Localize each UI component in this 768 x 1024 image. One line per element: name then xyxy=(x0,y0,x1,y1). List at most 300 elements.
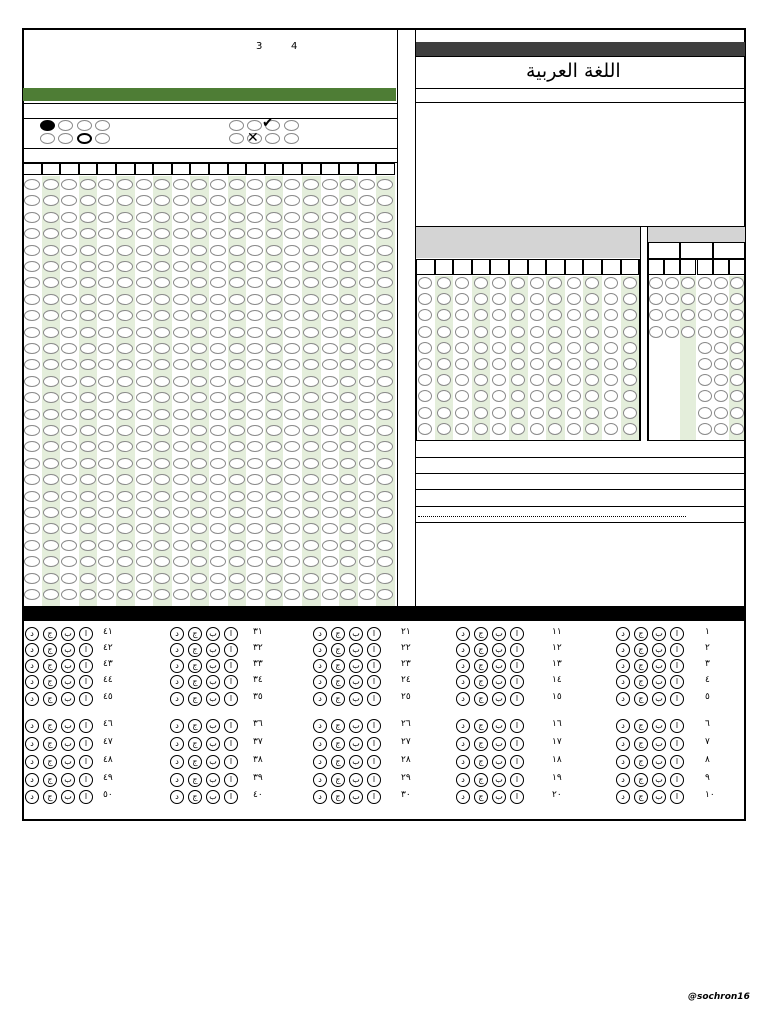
answer-bubble[interactable]: ا xyxy=(510,643,524,657)
answer-bubble[interactable]: ب xyxy=(349,675,363,689)
id-bubble[interactable] xyxy=(229,343,245,354)
id-bubble[interactable] xyxy=(340,294,356,305)
id-bubble[interactable] xyxy=(322,458,338,469)
answer-bubble[interactable]: ا xyxy=(670,790,684,804)
answer-bubble[interactable]: ا xyxy=(79,643,93,657)
answer-bubble[interactable]: ب xyxy=(652,627,666,641)
answer-bubble[interactable]: ب xyxy=(652,790,666,804)
id-bubble[interactable] xyxy=(210,458,226,469)
id-bubble[interactable] xyxy=(173,507,189,518)
answer-bubble[interactable]: د xyxy=(456,790,470,804)
id-bubble[interactable] xyxy=(359,245,375,256)
code-bubble[interactable] xyxy=(623,309,637,321)
answer-bubble[interactable]: د xyxy=(25,692,39,706)
answer-bubble[interactable]: ا xyxy=(367,773,381,787)
code-bubble[interactable] xyxy=(623,277,637,289)
code-bubble[interactable] xyxy=(511,342,525,354)
id-bubble[interactable] xyxy=(117,425,133,436)
answer-bubble[interactable]: ج xyxy=(188,627,202,641)
id-bubble[interactable] xyxy=(247,376,263,387)
id-bubble[interactable] xyxy=(359,179,375,190)
id-bubble[interactable] xyxy=(154,376,170,387)
code-bubble[interactable] xyxy=(437,423,451,435)
id-bubble[interactable] xyxy=(303,343,319,354)
id-bubble[interactable] xyxy=(117,540,133,551)
answer-bubble[interactable]: ا xyxy=(510,659,524,673)
code-bubble[interactable] xyxy=(437,374,451,386)
answer-bubble[interactable]: ا xyxy=(670,737,684,751)
answer-bubble[interactable]: ج xyxy=(331,692,345,706)
id-bubble[interactable] xyxy=(229,327,245,338)
answer-bubble[interactable]: د xyxy=(170,659,184,673)
id-bubble[interactable] xyxy=(80,556,96,567)
id-bubble[interactable] xyxy=(80,425,96,436)
id-bubble[interactable] xyxy=(117,507,133,518)
answer-bubble[interactable]: ا xyxy=(670,659,684,673)
answer-bubble[interactable]: ب xyxy=(206,719,220,733)
code-bubble[interactable] xyxy=(474,374,488,386)
code-bubble[interactable] xyxy=(714,407,728,419)
answer-bubble[interactable]: ب xyxy=(349,719,363,733)
answer-bubble[interactable]: ب xyxy=(652,773,666,787)
id-bubble[interactable] xyxy=(284,245,300,256)
id-bubble[interactable] xyxy=(229,491,245,502)
answer-bubble[interactable]: د xyxy=(25,737,39,751)
id-bubble[interactable] xyxy=(80,245,96,256)
id-bubble[interactable] xyxy=(284,212,300,223)
answer-bubble[interactable]: ب xyxy=(206,737,220,751)
answer-bubble[interactable]: ج xyxy=(43,643,57,657)
id-digit-box[interactable] xyxy=(302,163,321,175)
answer-bubble[interactable]: ج xyxy=(474,675,488,689)
id-bubble[interactable] xyxy=(359,409,375,420)
id-bubble[interactable] xyxy=(359,589,375,600)
code-bubble[interactable] xyxy=(418,423,432,435)
id-bubble[interactable] xyxy=(61,245,77,256)
code-bubble[interactable] xyxy=(604,423,618,435)
id-bubble[interactable] xyxy=(229,294,245,305)
code-bubble[interactable] xyxy=(437,358,451,370)
id-bubble[interactable] xyxy=(80,327,96,338)
id-bubble[interactable] xyxy=(266,392,282,403)
id-bubble[interactable] xyxy=(154,245,170,256)
id-bubble[interactable] xyxy=(359,474,375,485)
answer-bubble[interactable]: د xyxy=(170,627,184,641)
id-bubble[interactable] xyxy=(173,245,189,256)
id-bubble[interactable] xyxy=(303,540,319,551)
id-bubble[interactable] xyxy=(266,376,282,387)
code-bubble[interactable] xyxy=(455,342,469,354)
code-bubble[interactable] xyxy=(681,277,695,289)
id-bubble[interactable] xyxy=(266,540,282,551)
id-bubble[interactable] xyxy=(340,573,356,584)
answer-bubble[interactable]: ج xyxy=(331,773,345,787)
code-bubble[interactable] xyxy=(511,277,525,289)
id-bubble[interactable] xyxy=(43,507,59,518)
id-bubble[interactable] xyxy=(98,540,114,551)
answer-bubble[interactable]: ا xyxy=(670,755,684,769)
id-bubble[interactable] xyxy=(322,392,338,403)
answer-bubble[interactable]: ا xyxy=(367,643,381,657)
id-bubble[interactable] xyxy=(284,409,300,420)
answer-bubble[interactable]: ج xyxy=(43,627,57,641)
id-bubble[interactable] xyxy=(191,573,207,584)
answer-bubble[interactable]: ا xyxy=(670,643,684,657)
code-bubble[interactable] xyxy=(730,277,744,289)
id-bubble[interactable] xyxy=(24,376,40,387)
answer-bubble[interactable]: د xyxy=(170,675,184,689)
id-bubble[interactable] xyxy=(229,179,245,190)
id-bubble[interactable] xyxy=(43,245,59,256)
id-bubble[interactable] xyxy=(24,540,40,551)
code-bubble[interactable] xyxy=(437,390,451,402)
answer-bubble[interactable]: ا xyxy=(79,675,93,689)
code-bubble[interactable] xyxy=(585,407,599,419)
id-bubble[interactable] xyxy=(80,409,96,420)
code-bubble[interactable] xyxy=(548,326,562,338)
id-bubble[interactable] xyxy=(359,310,375,321)
answer-bubble[interactable]: د xyxy=(170,755,184,769)
code-bubble[interactable] xyxy=(714,277,728,289)
id-bubble[interactable] xyxy=(173,261,189,272)
code-bubble[interactable] xyxy=(474,342,488,354)
id-bubble[interactable] xyxy=(61,491,77,502)
id-bubble[interactable] xyxy=(24,245,40,256)
id-bubble[interactable] xyxy=(266,589,282,600)
id-bubble[interactable] xyxy=(210,491,226,502)
code-bubble[interactable] xyxy=(548,423,562,435)
id-bubble[interactable] xyxy=(24,212,40,223)
id-bubble[interactable] xyxy=(247,327,263,338)
answer-bubble[interactable]: ج xyxy=(43,773,57,787)
id-bubble[interactable] xyxy=(359,556,375,567)
id-bubble[interactable] xyxy=(284,294,300,305)
id-bubble[interactable] xyxy=(322,491,338,502)
id-bubble[interactable] xyxy=(377,376,393,387)
id-bubble[interactable] xyxy=(80,474,96,485)
id-bubble[interactable] xyxy=(322,228,338,239)
answer-bubble[interactable]: ب xyxy=(61,659,75,673)
id-bubble[interactable] xyxy=(43,425,59,436)
answer-bubble[interactable]: ج xyxy=(188,737,202,751)
id-bubble[interactable] xyxy=(43,376,59,387)
code-bubble[interactable] xyxy=(623,358,637,370)
answer-bubble[interactable]: ب xyxy=(492,737,506,751)
id-bubble[interactable] xyxy=(359,540,375,551)
id-bubble[interactable] xyxy=(266,310,282,321)
answer-bubble[interactable]: د xyxy=(616,773,630,787)
answer-bubble[interactable]: ج xyxy=(474,773,488,787)
id-bubble[interactable] xyxy=(43,310,59,321)
code-bubble[interactable] xyxy=(698,326,712,338)
id-bubble[interactable] xyxy=(98,376,114,387)
id-bubble[interactable] xyxy=(173,573,189,584)
answer-bubble[interactable]: د xyxy=(170,790,184,804)
id-digit-box[interactable] xyxy=(172,163,191,175)
answer-bubble[interactable]: ب xyxy=(61,643,75,657)
answer-bubble[interactable]: د xyxy=(25,719,39,733)
id-bubble[interactable] xyxy=(266,212,282,223)
answer-bubble[interactable]: ب xyxy=(206,659,220,673)
code-bubble[interactable] xyxy=(455,423,469,435)
answer-bubble[interactable]: ج xyxy=(634,643,648,657)
id-bubble[interactable] xyxy=(98,573,114,584)
code-bubble[interactable] xyxy=(437,342,451,354)
id-bubble[interactable] xyxy=(61,458,77,469)
answer-bubble[interactable]: ج xyxy=(474,627,488,641)
id-bubble[interactable] xyxy=(117,212,133,223)
id-bubble[interactable] xyxy=(173,491,189,502)
id-bubble[interactable] xyxy=(210,540,226,551)
id-bubble[interactable] xyxy=(24,409,40,420)
id-bubble[interactable] xyxy=(43,458,59,469)
id-bubble[interactable] xyxy=(303,491,319,502)
id-bubble[interactable] xyxy=(247,573,263,584)
id-bubble[interactable] xyxy=(191,294,207,305)
id-bubble[interactable] xyxy=(229,573,245,584)
id-bubble[interactable] xyxy=(154,573,170,584)
answer-bubble[interactable]: ا xyxy=(79,627,93,641)
answer-bubble[interactable]: ب xyxy=(492,790,506,804)
answer-bubble[interactable]: ج xyxy=(188,755,202,769)
id-bubble[interactable] xyxy=(80,589,96,600)
code-bubble[interactable] xyxy=(649,277,663,289)
id-digit-box[interactable] xyxy=(42,163,61,175)
code-bubble[interactable] xyxy=(437,293,451,305)
id-bubble[interactable] xyxy=(136,392,152,403)
code-bubble[interactable] xyxy=(623,342,637,354)
answer-bubble[interactable]: ج xyxy=(331,627,345,641)
answer-bubble[interactable]: ج xyxy=(331,755,345,769)
id-bubble[interactable] xyxy=(303,507,319,518)
answer-bubble[interactable]: ا xyxy=(79,737,93,751)
id-bubble[interactable] xyxy=(322,179,338,190)
answer-bubble[interactable]: ب xyxy=(61,675,75,689)
code-bubble[interactable] xyxy=(698,342,712,354)
answer-bubble[interactable]: د xyxy=(313,692,327,706)
id-bubble[interactable] xyxy=(229,376,245,387)
id-digit-box[interactable] xyxy=(135,163,154,175)
code-bubble[interactable] xyxy=(698,407,712,419)
answer-bubble[interactable]: ا xyxy=(367,659,381,673)
id-bubble[interactable] xyxy=(229,458,245,469)
id-bubble[interactable] xyxy=(136,327,152,338)
code-bubble[interactable] xyxy=(714,423,728,435)
id-digit-box[interactable] xyxy=(23,163,42,175)
id-bubble[interactable] xyxy=(61,573,77,584)
id-digit-box[interactable] xyxy=(265,163,284,175)
id-bubble[interactable] xyxy=(247,491,263,502)
code-bubble[interactable] xyxy=(649,326,663,338)
id-bubble[interactable] xyxy=(154,409,170,420)
id-bubble[interactable] xyxy=(24,425,40,436)
answer-bubble[interactable]: د xyxy=(25,773,39,787)
answer-bubble[interactable]: ب xyxy=(61,755,75,769)
id-bubble[interactable] xyxy=(117,294,133,305)
id-bubble[interactable] xyxy=(136,228,152,239)
answer-bubble[interactable]: ب xyxy=(492,643,506,657)
answer-bubble[interactable]: ب xyxy=(652,737,666,751)
code-bubble[interactable] xyxy=(474,326,488,338)
answer-bubble[interactable]: ج xyxy=(188,675,202,689)
id-digit-box[interactable] xyxy=(116,163,135,175)
answer-bubble[interactable]: ج xyxy=(43,737,57,751)
code-bubble[interactable] xyxy=(714,358,728,370)
code-bubble[interactable] xyxy=(567,277,581,289)
id-bubble[interactable] xyxy=(24,573,40,584)
id-bubble[interactable] xyxy=(359,491,375,502)
id-bubble[interactable] xyxy=(191,491,207,502)
answer-bubble[interactable]: ا xyxy=(224,719,238,733)
id-bubble[interactable] xyxy=(377,294,393,305)
id-bubble[interactable] xyxy=(322,261,338,272)
id-bubble[interactable] xyxy=(377,327,393,338)
answer-bubble[interactable]: ا xyxy=(367,719,381,733)
id-bubble[interactable] xyxy=(229,507,245,518)
code-bubble[interactable] xyxy=(492,326,506,338)
id-bubble[interactable] xyxy=(117,409,133,420)
code-bubble[interactable] xyxy=(530,309,544,321)
answer-bubble[interactable]: ا xyxy=(79,692,93,706)
answer-bubble[interactable]: ج xyxy=(634,659,648,673)
answer-bubble[interactable]: ا xyxy=(224,692,238,706)
answer-bubble[interactable]: ا xyxy=(367,790,381,804)
id-bubble[interactable] xyxy=(210,245,226,256)
id-bubble[interactable] xyxy=(303,245,319,256)
code-bubble[interactable] xyxy=(530,423,544,435)
answer-bubble[interactable]: ا xyxy=(670,675,684,689)
answer-bubble[interactable]: ج xyxy=(188,719,202,733)
answer-bubble[interactable]: د xyxy=(313,675,327,689)
id-bubble[interactable] xyxy=(303,573,319,584)
id-bubble[interactable] xyxy=(43,409,59,420)
answer-bubble[interactable]: ب xyxy=(206,692,220,706)
answer-bubble[interactable]: ج xyxy=(331,737,345,751)
code-bubble[interactable] xyxy=(567,326,581,338)
id-bubble[interactable] xyxy=(80,392,96,403)
id-bubble[interactable] xyxy=(136,474,152,485)
id-bubble[interactable] xyxy=(173,458,189,469)
id-bubble[interactable] xyxy=(210,425,226,436)
code-bubble[interactable] xyxy=(455,326,469,338)
id-bubble[interactable] xyxy=(210,327,226,338)
id-bubble[interactable] xyxy=(80,261,96,272)
id-bubble[interactable] xyxy=(136,507,152,518)
id-digit-box[interactable] xyxy=(190,163,209,175)
id-bubble[interactable] xyxy=(117,491,133,502)
id-bubble[interactable] xyxy=(191,458,207,469)
answer-bubble[interactable]: ج xyxy=(474,659,488,673)
id-bubble[interactable] xyxy=(136,540,152,551)
id-bubble[interactable] xyxy=(210,409,226,420)
id-bubble[interactable] xyxy=(191,327,207,338)
id-bubble[interactable] xyxy=(322,310,338,321)
code-bubble[interactable] xyxy=(530,374,544,386)
answer-bubble[interactable]: ا xyxy=(367,675,381,689)
code-bubble[interactable] xyxy=(623,293,637,305)
code-bubble[interactable] xyxy=(604,358,618,370)
id-bubble[interactable] xyxy=(136,458,152,469)
answer-bubble[interactable]: ب xyxy=(349,643,363,657)
answer-bubble[interactable]: ب xyxy=(349,627,363,641)
code-bubble[interactable] xyxy=(474,423,488,435)
id-bubble[interactable] xyxy=(359,376,375,387)
answer-bubble[interactable]: ا xyxy=(224,659,238,673)
id-bubble[interactable] xyxy=(24,589,40,600)
id-bubble[interactable] xyxy=(173,409,189,420)
id-bubble[interactable] xyxy=(136,556,152,567)
id-bubble[interactable] xyxy=(340,540,356,551)
answer-bubble[interactable]: د xyxy=(456,675,470,689)
id-bubble[interactable] xyxy=(154,327,170,338)
id-bubble[interactable] xyxy=(24,261,40,272)
id-bubble[interactable] xyxy=(173,425,189,436)
id-bubble[interactable] xyxy=(80,491,96,502)
id-bubble[interactable] xyxy=(322,409,338,420)
answer-bubble[interactable]: ا xyxy=(224,737,238,751)
answer-bubble[interactable]: د xyxy=(170,692,184,706)
code-bubble[interactable] xyxy=(511,407,525,419)
id-bubble[interactable] xyxy=(136,491,152,502)
id-bubble[interactable] xyxy=(136,212,152,223)
code-bubble[interactable] xyxy=(623,390,637,402)
id-bubble[interactable] xyxy=(136,573,152,584)
id-bubble[interactable] xyxy=(136,343,152,354)
code-bubble[interactable] xyxy=(437,326,451,338)
id-bubble[interactable] xyxy=(322,540,338,551)
id-bubble[interactable] xyxy=(24,507,40,518)
code-bubble[interactable] xyxy=(730,407,744,419)
id-bubble[interactable] xyxy=(43,491,59,502)
answer-bubble[interactable]: ج xyxy=(474,643,488,657)
code-bubble[interactable] xyxy=(530,390,544,402)
id-bubble[interactable] xyxy=(43,261,59,272)
answer-bubble[interactable]: ا xyxy=(510,790,524,804)
id-bubble[interactable] xyxy=(43,212,59,223)
id-bubble[interactable] xyxy=(359,212,375,223)
code-bubble[interactable] xyxy=(567,423,581,435)
id-bubble[interactable] xyxy=(117,245,133,256)
id-bubble[interactable] xyxy=(80,228,96,239)
code-bubble[interactable] xyxy=(474,293,488,305)
id-bubble[interactable] xyxy=(117,376,133,387)
answer-bubble[interactable]: ا xyxy=(367,627,381,641)
answer-bubble[interactable]: ب xyxy=(492,773,506,787)
id-bubble[interactable] xyxy=(43,327,59,338)
id-bubble[interactable] xyxy=(266,573,282,584)
id-bubble[interactable] xyxy=(359,573,375,584)
id-bubble[interactable] xyxy=(210,343,226,354)
id-bubble[interactable] xyxy=(340,327,356,338)
id-bubble[interactable] xyxy=(61,409,77,420)
id-digit-box[interactable] xyxy=(339,163,358,175)
id-bubble[interactable] xyxy=(191,409,207,420)
code-bubble[interactable] xyxy=(714,342,728,354)
id-bubble[interactable] xyxy=(61,294,77,305)
id-bubble[interactable] xyxy=(322,507,338,518)
id-bubble[interactable] xyxy=(247,294,263,305)
id-bubble[interactable] xyxy=(117,179,133,190)
id-bubble[interactable] xyxy=(136,294,152,305)
answer-bubble[interactable]: ا xyxy=(224,773,238,787)
code-bubble[interactable] xyxy=(511,423,525,435)
id-bubble[interactable] xyxy=(210,589,226,600)
code-bubble[interactable] xyxy=(698,423,712,435)
code-bubble[interactable] xyxy=(585,326,599,338)
id-digit-box[interactable] xyxy=(321,163,340,175)
id-bubble[interactable] xyxy=(24,491,40,502)
code-bubble[interactable] xyxy=(530,293,544,305)
